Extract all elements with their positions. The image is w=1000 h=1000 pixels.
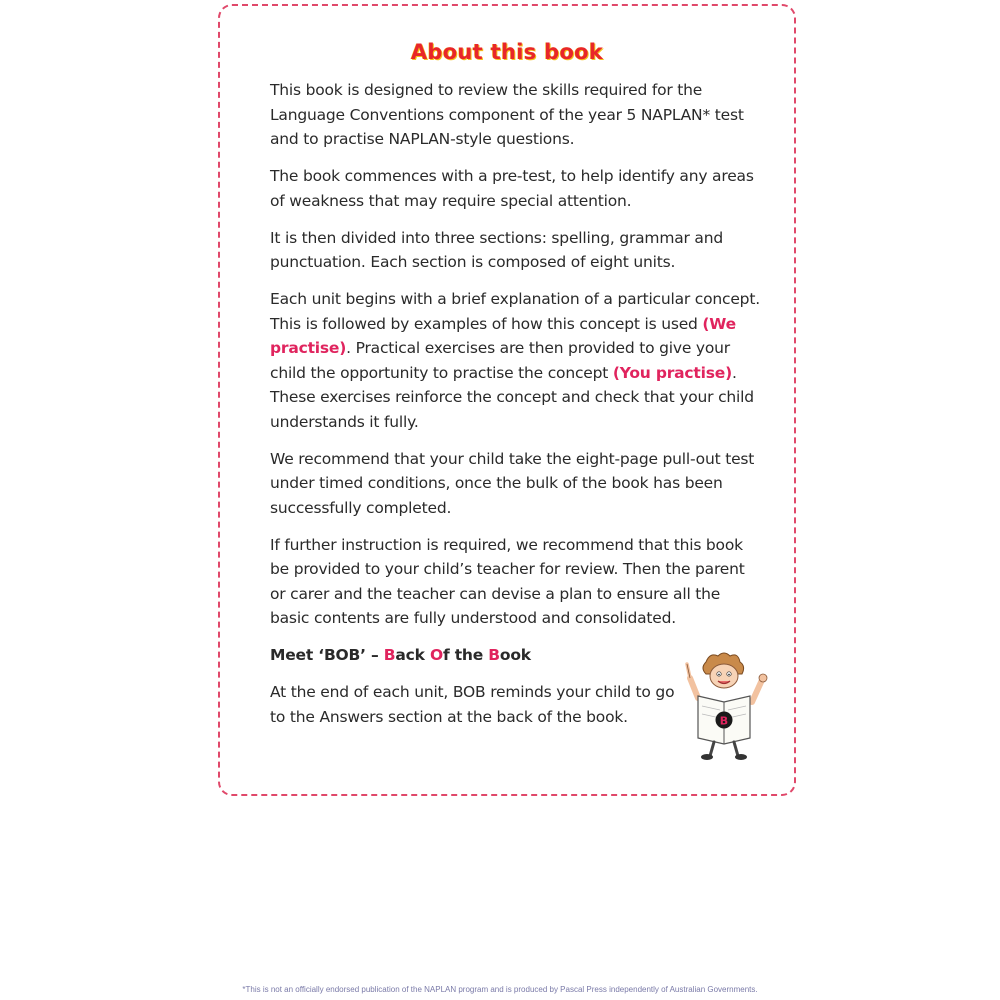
units-text-2: . Practical exercises are then provided to give your child the opportunity to practise the concept bbox=[270, 339, 730, 382]
page-title: About this book bbox=[410, 40, 604, 64]
paragraph-units bbox=[270, 287, 760, 434]
bob-text-ack: ack bbox=[395, 646, 430, 664]
paragraph-sections: It is then divided into three sections: spelling, grammar and punctuation. Each section is composed of eight units. bbox=[270, 228, 723, 271]
bob-character-illustration bbox=[676, 650, 772, 762]
body-text bbox=[270, 78, 760, 742]
bob-description: At the end of each unit, BOB reminds your child to go to the Answers section at the back of the book. bbox=[270, 683, 675, 726]
paragraph-intro: This book is designed to review the skills required for the Language Conventions component of the year 5 NAPLAN* test and to practise NAPLAN-style questions. bbox=[270, 81, 744, 148]
bob-letter-b2: B bbox=[488, 646, 500, 664]
paragraph-instruction: If further instruction is required, we recommend that this book be provided to your child’s teacher for review. Then the parent or carer and the teacher can devise a plan to ensure all the basic contents are fully understood and consolidated. bbox=[270, 535, 745, 627]
bob-badge-letter: B bbox=[719, 714, 729, 728]
paragraph-test: We recommend that your child take the eight-page pull-out test under timed conditions, once the bulk of the book has been successfully completed. bbox=[270, 449, 755, 517]
units-text-1: Each unit begins with a brief explanation of a particular concept. This is followed by examples of how this concept is used bbox=[270, 290, 760, 333]
bob-letter-b1: B bbox=[383, 646, 396, 664]
bob-text-fthe: f the bbox=[442, 646, 489, 664]
paragraph-pretest: The book commences with a pre-test, to help identify any areas of weakness that may require special attention. bbox=[270, 167, 754, 210]
bob-letter-o: O bbox=[429, 646, 443, 664]
footer-disclaimer: *This is not an officially endorsed publication of the NAPLAN program and is produced by Pascal Press independently of Australian Governments. bbox=[242, 985, 758, 994]
we-practise-label: (We practise) bbox=[270, 314, 736, 357]
units-text-3: . These exercises reinforce the concept and check that your child understands it fully. bbox=[270, 363, 754, 431]
you-practise-label: (You practise) bbox=[612, 363, 732, 382]
bob-heading-prefix: Meet ‘BOB’ – bbox=[270, 646, 384, 664]
bob-text-ook: ook bbox=[499, 646, 531, 664]
